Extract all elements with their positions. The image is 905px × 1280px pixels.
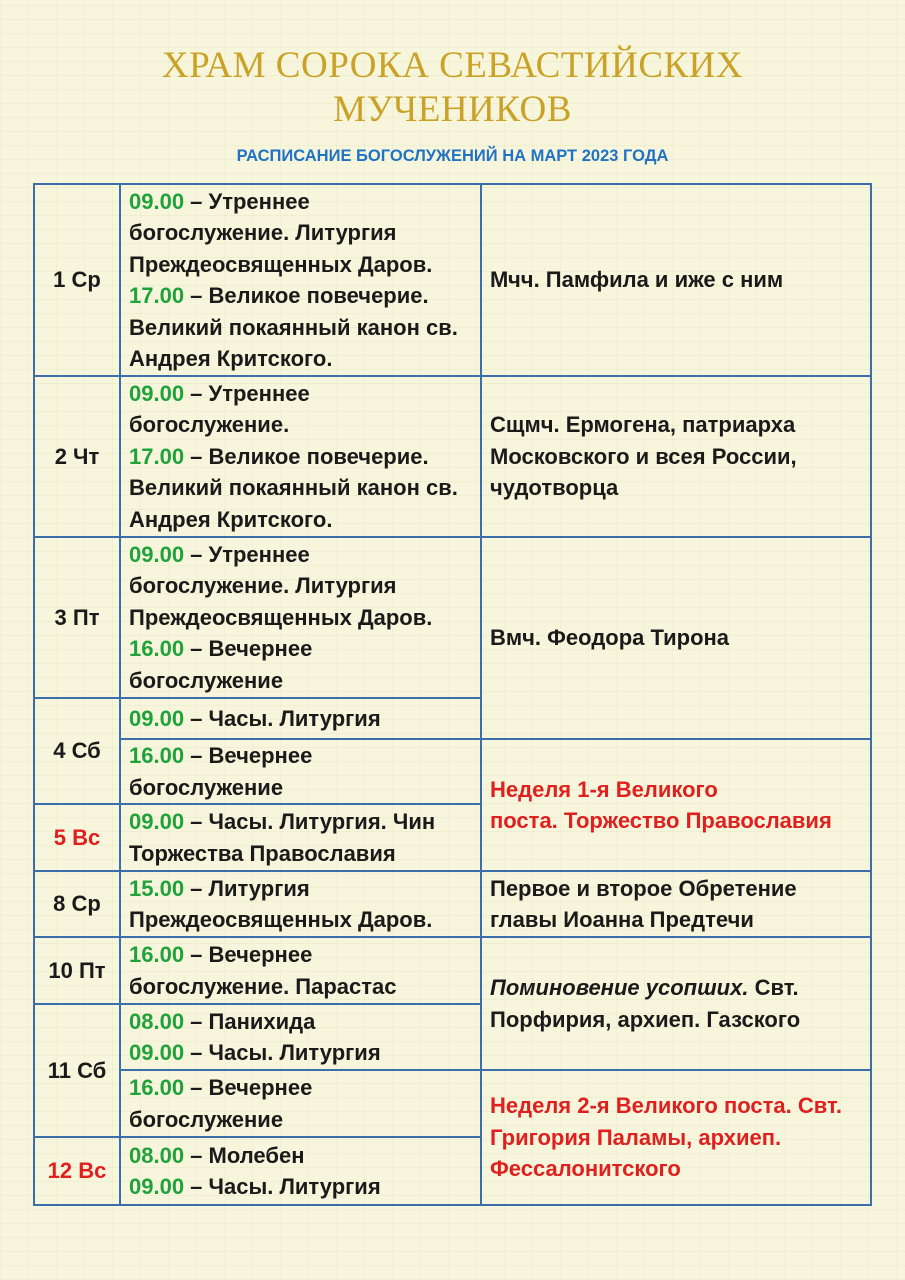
service-cell [120,1070,481,1137]
service-text: – Великое повечерие. [184,283,429,308]
feast-text: Порфирия, архиеп. Газского [490,1006,801,1032]
day-cell: 12 Вс [34,1137,120,1205]
feast-cell [481,937,871,1070]
feast-text: главы Иоанна Предтечи [490,907,754,932]
table-row [34,1070,871,1137]
service-text: Преждеосвященных Даров. [129,604,433,630]
service-text: – Часы. Литургия [184,1174,381,1199]
service-text: – Часы. Литургия [184,1040,381,1065]
table-row [34,739,871,804]
feast-text: Неделя 2-я Великого поста. Свт. [490,1093,842,1119]
service-text: – Утреннее [184,188,310,214]
service-text: – Молебен [184,1142,305,1168]
day-cell: 8 Ср [34,871,120,937]
service-time: 09.00 [129,1040,185,1065]
service-cell [120,871,481,937]
service-text: – Панихида [184,1008,316,1034]
service-text: – Великое повечерие. [184,443,429,469]
service-time: 09.00 [129,1174,185,1199]
feast-cell [481,537,871,739]
service-text: – Вечернее [184,942,313,967]
day-cell: 5 Вс [34,804,120,871]
service-text: – Вечернее [184,636,313,662]
service-time: 16.00 [129,636,185,662]
service-text: – Вечернее [184,1075,313,1100]
service-text: богослужение. Парастас [129,973,397,999]
feast-text: Фессалонитского [490,1156,681,1182]
service-cell [120,376,481,537]
service-text: – Утреннее [184,541,310,567]
service-cell [120,184,481,376]
day-cell: 3 Пт [34,537,120,698]
feast-text: поста. Торжество Православия [490,808,832,833]
service-time: 15.00 [129,875,185,901]
service-cell [120,804,481,871]
table-row [34,937,871,1004]
feast-text: Свт. [748,975,799,1000]
feast-text: Григория Паламы, архиеп. [490,1124,782,1150]
service-time: 09.00 [129,541,185,567]
service-text: богослужение. Литургия [129,573,397,599]
table-row [34,871,871,937]
page-title [0,44,905,132]
service-text: Великий покаянный канон св. [129,314,458,340]
feast-text: Неделя 1-я Великого [490,776,718,802]
service-cell [120,698,481,739]
service-time: 16.00 [129,743,185,768]
service-text: богослужение. Литургия [129,220,397,245]
service-time: 17.00 [129,283,185,308]
feast-cell [481,739,871,871]
service-text: Торжества Православия [129,840,396,866]
table-row [34,376,871,537]
feast-cell [481,376,871,537]
feast-text: Сщмч. Ермогена, патриарха [490,412,796,438]
schedule-table [33,183,872,1206]
title-line-2: МУЧЕНИКОВ [333,89,572,130]
service-time: 08.00 [129,1142,185,1168]
service-text: Преждеосвященных Даров. [129,907,433,932]
service-time: 09.00 [129,380,185,406]
service-text: богослужение [129,667,284,693]
service-cell [120,537,481,698]
day-cell: 11 Сб [34,1004,120,1137]
service-text: – Вечернее [184,743,313,768]
table-row [34,184,871,376]
service-text: Великий покаянный канон св. [129,475,458,501]
service-time: 16.00 [129,942,185,967]
table-row [34,537,871,698]
service-time: 08.00 [129,1008,185,1034]
day-cell: 2 Чт [34,376,120,537]
service-time: 09.00 [129,188,185,214]
feast-text: Первое и второе Обретение [490,875,797,901]
service-text: – Часы. Литургия. Чин [184,809,436,834]
service-text: богослужение [129,1106,284,1132]
title-line-1: ХРАМ СОРОКА СЕВАСТИЙСКИХ [161,45,744,86]
feast-cell [481,184,871,376]
service-text: – Утреннее [184,380,310,406]
page-subtitle: РАСПИСАНИЕ БОГОСЛУЖЕНИЙ НА МАРТ 2023 ГОДА [236,147,669,165]
service-time: 17.00 [129,443,185,469]
service-text: – Литургия [184,875,310,901]
service-time: 09.00 [129,705,185,731]
feast-text: чудотворца [490,475,619,501]
day-cell: 10 Пт [34,937,120,1004]
feast-text: Московского и всея России, [490,443,797,469]
feast-cell [481,1070,871,1205]
day-cell: 1 Ср [34,184,120,376]
feast-cell [481,871,871,937]
feast-text: Вмч. Феодора Тирона [490,625,730,650]
service-time: 09.00 [129,809,185,834]
service-cell [120,1137,481,1205]
service-text: Андрея Критского. [129,506,333,532]
service-text: богослужение [129,774,284,800]
service-text: Андрея Критского. [129,346,333,371]
service-text: – Часы. Литургия [184,705,381,731]
service-text: Преждеосвященных Даров. [129,251,433,277]
day-cell: 4 Сб [34,698,120,804]
service-time: 16.00 [129,1075,185,1100]
service-cell [120,937,481,1004]
feast-text-italic: Поминовение усопших. [490,975,749,1000]
service-text: богослужение. [129,412,290,438]
service-cell [120,739,481,804]
feast-text: Мчч. Памфила и иже с ним [490,267,784,293]
service-cell [120,1004,481,1070]
